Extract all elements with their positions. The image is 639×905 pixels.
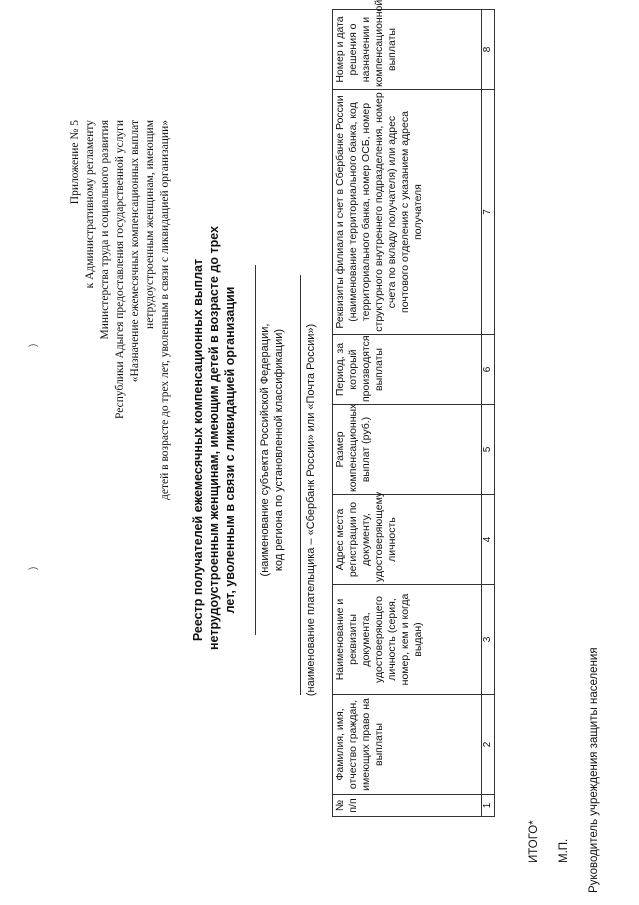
header-cell: Фамилия, имя, отчество граждан, имеющих право на выплаты xyxy=(333,695,482,795)
appendix-line: нетрудоустроенным женщинам, имеющим xyxy=(144,120,156,329)
registry-table xyxy=(332,0,495,817)
column-number: 1 xyxy=(482,795,495,817)
table-header-row xyxy=(333,10,482,817)
title-line: лет, уволенным в связи с ликвидацией организации xyxy=(223,286,237,614)
title-line: нетрудоустроенным женщинам, имеющим детей в возрасте до трех xyxy=(207,226,221,650)
scan-mark: ) xyxy=(28,343,39,347)
subject-caption: (наименование субъекта Российской Федерации, код региона по установленной классификации) xyxy=(259,323,285,577)
payer-caption: (наименование плательщика – «Сбербанк России» или «Почта России») xyxy=(305,323,317,697)
header-cell: Адрес места регистрации по документу, удостоверяющему личность xyxy=(333,495,482,585)
appendix-block xyxy=(68,120,173,500)
header-cell: Реквизиты филиала и счет в Сбербанке России (наименование территориального банка, код территориального банка, номер ОСБ, номер структурного внутреннего подразделения, номер счета по вкладу получателя) или адрес почтового отделения с указанием адреса получателя xyxy=(333,90,482,335)
column-number: 2 xyxy=(482,695,495,795)
appendix-line: детей в возрасте до трех лет, уволенным в связи с ликвидацией организации» xyxy=(159,120,171,500)
document-title xyxy=(190,226,238,650)
column-number: 8 xyxy=(482,10,495,90)
appendix-line: Приложение № 5 xyxy=(69,120,81,205)
column-number: 7 xyxy=(482,90,495,335)
table-number-row xyxy=(482,10,495,817)
header-cell: № п/п xyxy=(333,795,482,817)
column-number: 6 xyxy=(482,335,495,405)
column-number: 5 xyxy=(482,405,495,495)
stamp-label: М.П. xyxy=(558,838,570,863)
appendix-line: к Административному регламенту xyxy=(84,120,96,289)
appendix-line: «Назначение ежемесячных компенсационных выплат xyxy=(129,120,141,383)
header-cell: Наименование и реквизиты документа, удостоверяющего личность (серия, номер, кем и когда выдан) xyxy=(333,585,482,695)
appendix-line: Министерства труда и социального развития xyxy=(99,120,111,340)
column-number: 4 xyxy=(482,495,495,585)
header-cell: Период, за который производятся выплаты xyxy=(333,335,482,405)
total-label: ИТОГО* xyxy=(528,820,540,863)
header-cell: Размер компенсационных выплат (руб.) xyxy=(333,405,482,495)
appendix-line: Республики Адыгея предоставления государственной услуги xyxy=(114,120,126,420)
column-number: 3 xyxy=(482,585,495,695)
title-line: Реестр получателей ежемесячных компенсационных выплат xyxy=(191,258,205,642)
subject-underline xyxy=(255,265,256,635)
header-cell: Номер и дата решения о назначении и компенсационной выплаты xyxy=(333,10,482,90)
payer-underline xyxy=(300,275,301,695)
scan-mark: ) xyxy=(28,566,39,570)
head-signature-label: Руководитель учреждения защиты населения xyxy=(588,647,600,893)
